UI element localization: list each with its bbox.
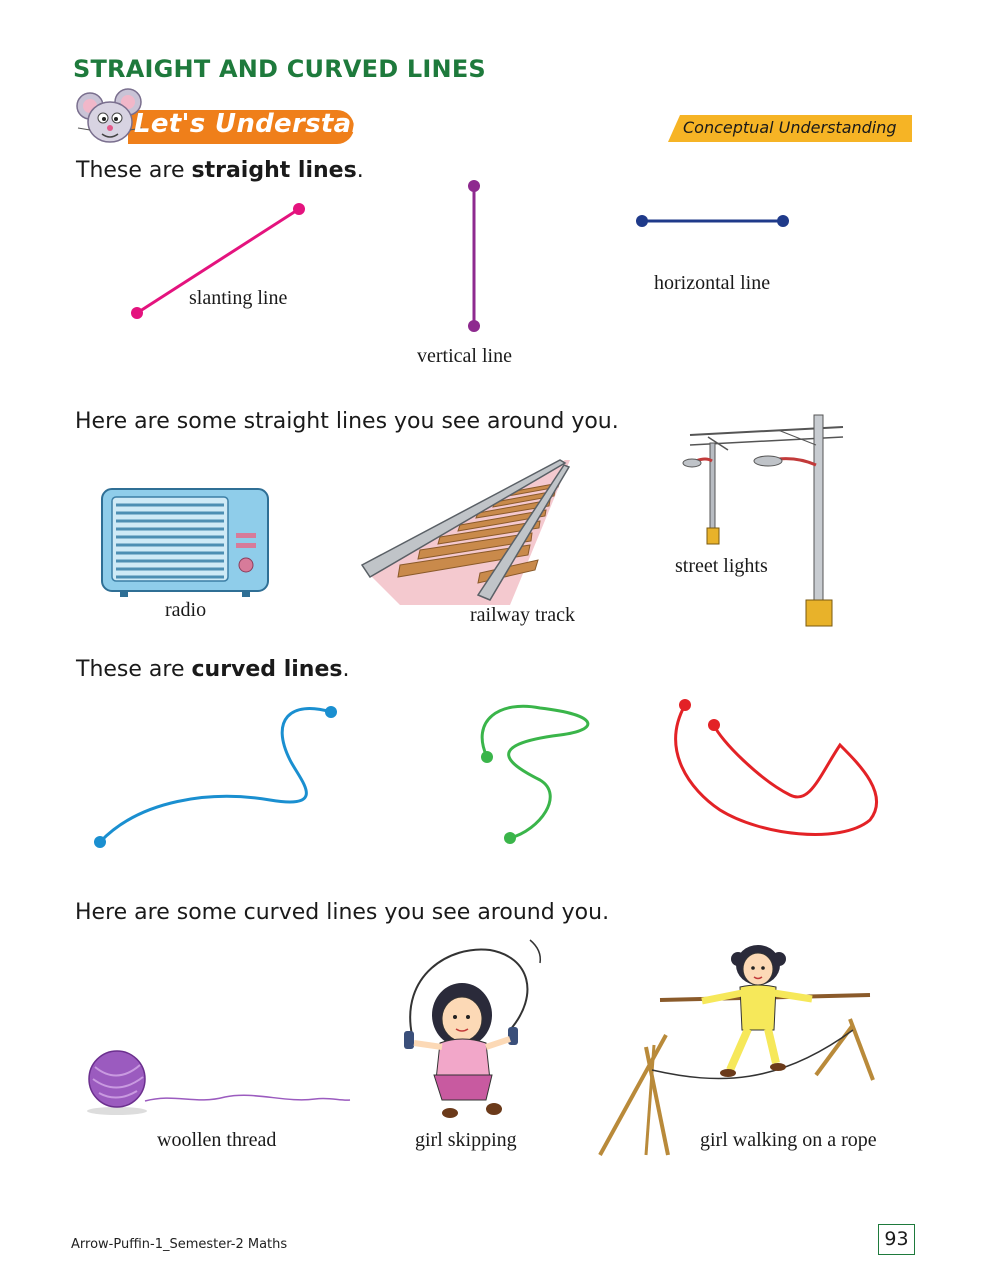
girl-skipping-label: girl skipping bbox=[415, 1129, 517, 1151]
curved-lines-figure bbox=[0, 680, 989, 880]
page-number: 93 bbox=[878, 1224, 915, 1255]
curved-lines-heading: These are curved lines. bbox=[76, 657, 350, 682]
radio-illustration bbox=[100, 487, 270, 599]
railway-track-label: railway track bbox=[470, 604, 575, 626]
girl-walking-rope-label: girl walking on a rope bbox=[700, 1129, 877, 1151]
straight-lines-heading: These are straight lines. bbox=[76, 158, 364, 183]
vertical-line bbox=[468, 180, 480, 332]
banner-label: Let's Understand bbox=[134, 109, 390, 139]
slanting-line-label: slanting line bbox=[189, 287, 288, 309]
street-lights-label: street lights bbox=[675, 555, 768, 577]
wool-ball-illustration bbox=[85, 1045, 355, 1115]
woollen-thread-label: woollen thread bbox=[157, 1129, 277, 1151]
conceptual-tag-label: Conceptual Understanding bbox=[683, 118, 897, 137]
curved-examples-heading: Here are some curved lines you see around you. bbox=[75, 900, 610, 925]
straight-examples-heading: Here are some straight lines you see around you. bbox=[75, 409, 619, 434]
radio-label: radio bbox=[165, 599, 207, 621]
page-title: STRAIGHT AND CURVED LINES bbox=[73, 55, 486, 83]
footer-book-title: Arrow-Puffin-1_Semester-2 Maths bbox=[71, 1237, 288, 1252]
vertical-line-label: vertical line bbox=[417, 345, 512, 367]
girl-walking-rope-illustration bbox=[598, 935, 883, 1160]
red-curved-line bbox=[676, 699, 877, 834]
railway-track-illustration bbox=[360, 455, 575, 605]
horizontal-line-label: horizontal line bbox=[654, 272, 771, 294]
horizontal-line bbox=[636, 215, 789, 227]
green-curved-line bbox=[481, 706, 588, 844]
blue-curved-line bbox=[94, 706, 337, 848]
girl-skipping-illustration bbox=[390, 935, 550, 1125]
street-lights-illustration bbox=[678, 405, 858, 630]
straight-lines-figure bbox=[0, 0, 989, 400]
